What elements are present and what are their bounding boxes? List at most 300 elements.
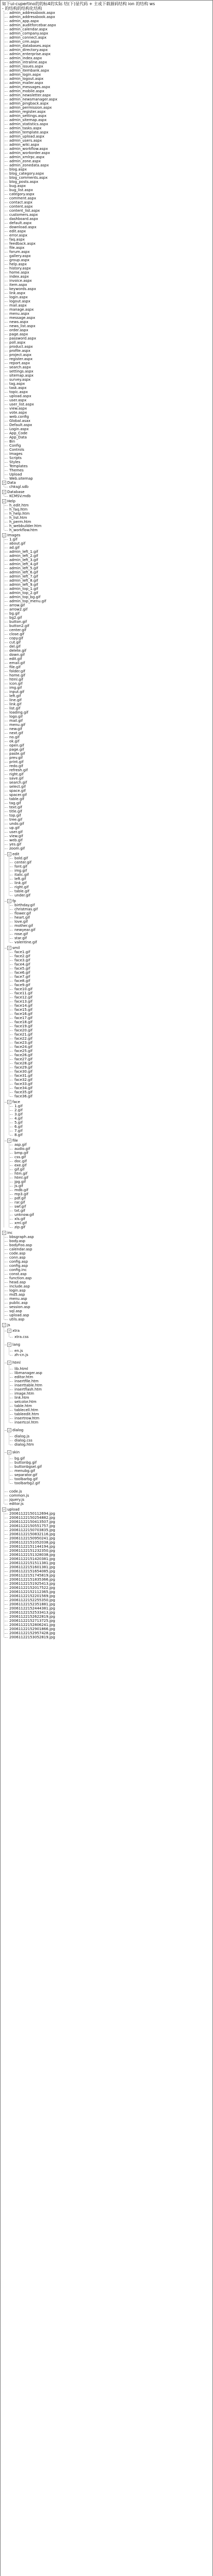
tree-file-label[interactable]: view.gif xyxy=(9,834,23,838)
tree-file-label[interactable]: admin_newsletter.aspx xyxy=(9,93,51,97)
tree-file-label[interactable]: spacer.gif xyxy=(9,793,27,797)
expand-toggle-icon[interactable]: − xyxy=(2,490,6,494)
tree-file-label[interactable]: doc.gif xyxy=(14,1159,27,1163)
tree-file-label[interactable]: head.asp xyxy=(9,1280,26,1284)
tree-folder-label[interactable]: upload xyxy=(7,1507,20,1512)
tree-file-label[interactable]: mother.gif xyxy=(14,924,33,928)
tree-file-label[interactable]: 20061122152957428.jpg xyxy=(9,1631,55,1635)
tree-file-label[interactable]: face13.gif xyxy=(14,999,32,1004)
tree-file-label[interactable]: face4.gif xyxy=(14,962,30,967)
tree-file-label[interactable]: h_perm.htm xyxy=(9,520,31,524)
tree-file-label[interactable]: folder.gif xyxy=(9,669,25,673)
tree-file-label[interactable]: Config xyxy=(9,444,21,448)
tree-file-label[interactable]: tree.gif xyxy=(9,818,23,822)
tree-file-label[interactable]: history.aspx xyxy=(9,266,31,270)
tree-file-label[interactable]: zoom.gif xyxy=(9,846,25,851)
tree-file-label[interactable]: libmanager.asp xyxy=(14,1371,42,1375)
tree-file-label[interactable]: star.gif xyxy=(14,936,27,940)
expand-toggle-icon[interactable]: − xyxy=(7,1100,11,1104)
tree-file-label[interactable]: upload.aspx xyxy=(9,394,31,398)
tree-file-label[interactable]: h_list.htm xyxy=(9,516,27,520)
tree-file-label[interactable]: jquery.js xyxy=(9,1498,24,1502)
tree-file-label[interactable]: 20061122151745819.jpg xyxy=(9,1573,55,1578)
tree-file-label[interactable]: admin_index.aspx xyxy=(9,56,42,60)
tree-file-label[interactable]: 5.gif xyxy=(14,1121,23,1125)
tree-file-label[interactable]: search.gif xyxy=(9,781,27,785)
tree-file-label[interactable]: news.aspx xyxy=(9,320,28,324)
tree-file-label[interactable]: mail.aspx xyxy=(9,303,27,308)
tree-file-label[interactable]: left.gif xyxy=(14,877,26,881)
tree-file-label[interactable]: admin_addressbook.aspx xyxy=(9,11,55,15)
tree-file-label[interactable]: edit.aspx xyxy=(9,229,26,233)
tree-file-label[interactable]: face2.gif xyxy=(14,954,30,958)
tree-file-label[interactable]: bug.aspx xyxy=(9,184,26,188)
tree-file-label[interactable]: keywords.aspx xyxy=(9,287,36,291)
tree-file-label[interactable]: 20061122151052038.jpg xyxy=(9,1540,55,1545)
tree-file-label[interactable]: bodyFoo.asp xyxy=(9,1243,32,1247)
tree-file-label[interactable]: bbsgraph.asp xyxy=(9,1235,34,1239)
tree-file-label[interactable]: link.gif xyxy=(14,881,27,885)
tree-file-label[interactable]: admin_mailer.aspx xyxy=(9,81,43,85)
tree-file-label[interactable]: face34.gif xyxy=(14,1086,32,1090)
tree-file-label[interactable]: calendar.asp xyxy=(9,1247,32,1251)
tree-file-label[interactable]: editor.htm xyxy=(14,1375,34,1379)
tree-file-label[interactable]: vote.aspx xyxy=(9,411,27,415)
tree-file-label[interactable]: admin_left_7.gif xyxy=(9,574,38,579)
tree-file-label[interactable]: face26.gif xyxy=(14,1053,32,1057)
tree-file-label[interactable]: html.gif xyxy=(9,677,24,682)
tree-folder-label[interactable]: lang xyxy=(12,1343,21,1347)
tree-file-label[interactable]: menubg.gif xyxy=(14,1469,35,1473)
tree-file-label[interactable]: ok.gif xyxy=(9,739,20,743)
tree-file-label[interactable]: settings.aspx xyxy=(9,369,34,374)
tree-file-label[interactable]: bg2.gif xyxy=(9,616,22,620)
tree-file-label[interactable]: face19.gif xyxy=(14,1024,32,1028)
tree-file-label[interactable]: body.asp xyxy=(9,1239,25,1243)
tree-file-label[interactable]: input.gif xyxy=(9,690,25,694)
tree-file-label[interactable]: category.aspx xyxy=(9,192,35,196)
tree-file-label[interactable]: new.gif xyxy=(9,727,22,731)
tree-file-label[interactable]: face17.gif xyxy=(14,1016,32,1020)
tree-file-label[interactable]: admin_zonedata.aspx xyxy=(9,163,49,167)
tree-file-label[interactable]: poll.aspx xyxy=(9,341,26,345)
tree-file-label[interactable]: home.gif xyxy=(9,673,25,677)
tree-file-label[interactable]: 20061122152713725.jpg xyxy=(9,1619,55,1623)
tree-file-label[interactable]: zh-cn.js xyxy=(14,1353,28,1357)
tree-file-label[interactable]: open.gif xyxy=(9,743,24,748)
tree-file-label[interactable]: const.asp xyxy=(9,1272,27,1276)
tree-file-label[interactable]: mail.gif xyxy=(9,719,23,723)
tree-file-label[interactable]: search.aspx xyxy=(9,365,31,369)
tree-folder-label[interactable]: Data xyxy=(7,481,16,485)
tree-file-label[interactable]: lib.html xyxy=(14,1367,28,1371)
tree-file-label[interactable]: utils.asp xyxy=(9,1317,25,1321)
tree-file-label[interactable]: face6.gif xyxy=(14,971,30,975)
tree-file-label[interactable]: download.aspx xyxy=(9,225,37,229)
tree-file-label[interactable]: 20061122150832116.jpg xyxy=(9,1532,55,1536)
tree-file-label[interactable]: top.gif xyxy=(9,814,21,818)
tree-file-label[interactable]: birthday.gif xyxy=(14,903,35,907)
tree-file-label[interactable]: face10.gif xyxy=(14,987,32,991)
tree-file-label[interactable]: htm.gif xyxy=(14,1172,28,1176)
tree-file-label[interactable]: admin_left_5.gif xyxy=(9,566,38,570)
tree-file-label[interactable]: 20061122151835366.jpg xyxy=(9,1578,55,1582)
tree-file-label[interactable]: Controls xyxy=(9,448,24,452)
tree-file-label[interactable]: 20061122151144194.jpg xyxy=(9,1545,55,1549)
tree-file-label[interactable]: del.gif xyxy=(9,645,21,649)
tree-file-label[interactable]: admin_logout.aspx xyxy=(9,77,44,81)
tree-file-label[interactable]: inserttable.htm xyxy=(14,1383,42,1387)
tree-file-label[interactable]: title.gif xyxy=(9,809,22,814)
tree-file-label[interactable]: buttonbg.gif xyxy=(14,1461,37,1465)
tree-file-label[interactable]: email.gif xyxy=(9,661,25,665)
tree-file-label[interactable]: blog_posts.aspx xyxy=(9,180,39,184)
tree-file-label[interactable]: index.aspx xyxy=(9,275,29,279)
tree-file-label[interactable]: save.gif xyxy=(9,776,24,781)
tree-file-label[interactable]: admin_company.aspx xyxy=(9,31,48,36)
tree-file-label[interactable]: face5.gif xyxy=(14,967,30,971)
tree-file-label[interactable]: 20061122153052819.jpg xyxy=(9,1635,55,1639)
expand-toggle-icon[interactable]: − xyxy=(2,1507,6,1512)
tree-file-label[interactable]: bug_list.aspx xyxy=(9,188,33,192)
tree-file-label[interactable]: h_webbuilder.htm xyxy=(9,524,42,528)
tree-file-label[interactable]: 20061122150413507.jpg xyxy=(9,1520,55,1524)
tree-file-label[interactable]: gallery.aspx xyxy=(9,254,31,258)
tree-file-label[interactable]: img.gif xyxy=(9,686,22,690)
tree-file-label[interactable]: audio.gif xyxy=(14,1147,30,1151)
tree-file-label[interactable]: exe.gif xyxy=(14,1163,27,1167)
tree-file-label[interactable]: common.js xyxy=(9,1494,29,1498)
tree-file-label[interactable]: blog_category.aspx xyxy=(9,172,44,176)
tree-file-label[interactable]: admin_wiki.aspx xyxy=(9,143,39,147)
tree-file-label[interactable]: md5.asp xyxy=(9,1293,25,1297)
tree-file-label[interactable]: gif.gif xyxy=(14,1167,25,1172)
tree-file-label[interactable]: admin_sitemap.aspx xyxy=(9,118,47,122)
tree-file-label[interactable]: config.inc xyxy=(9,1268,27,1272)
tree-file-label[interactable]: user.aspx xyxy=(9,398,27,402)
tree-file-label[interactable]: tableedit.htm xyxy=(14,1412,39,1416)
tree-file-label[interactable]: forum.aspx xyxy=(9,250,30,254)
tree-file-label[interactable]: 7.gif xyxy=(14,1129,23,1133)
tree-file-label[interactable]: admin_left_9.gif xyxy=(9,583,38,587)
tree-file-label[interactable]: about.gif xyxy=(9,541,26,546)
tree-file-label[interactable]: manage.aspx xyxy=(9,308,34,312)
tree-file-label[interactable]: xtra.css xyxy=(14,1335,29,1339)
tree-file-label[interactable]: contact.aspx xyxy=(9,200,32,205)
tree-file-label[interactable]: register.aspx xyxy=(9,357,33,361)
tree-file-label[interactable]: insertrow.htm xyxy=(14,1416,40,1420)
tree-file-label[interactable]: asp.gif xyxy=(14,1143,27,1147)
tree-file-label[interactable]: admin_directory.aspx xyxy=(9,48,48,52)
tree-file-label[interactable]: list.gif xyxy=(9,706,21,710)
tree-file-label[interactable]: 20061122150703835.jpg xyxy=(9,1528,55,1532)
tree-file-label[interactable]: 2.gif xyxy=(14,1108,23,1112)
tree-file-label[interactable]: edit.gif xyxy=(9,657,22,661)
tree-file-label[interactable]: face16.gif xyxy=(14,1012,32,1016)
tree-file-label[interactable]: Scripts xyxy=(9,456,22,460)
tree-file-label[interactable]: face15.gif xyxy=(14,1008,32,1012)
tree-file-label[interactable]: h_faq.htm xyxy=(9,507,28,512)
tree-file-label[interactable]: dialog.htm xyxy=(14,1443,34,1447)
tree-file-label[interactable]: 20061122152201569.jpg xyxy=(9,1594,55,1598)
tree-file-label[interactable]: error.aspx xyxy=(9,233,28,238)
tree-file-label[interactable]: admin_app.aspx xyxy=(9,19,39,23)
tree-file-label[interactable]: Global.asax xyxy=(9,419,30,423)
tree-file-label[interactable]: face12.gif xyxy=(14,995,32,999)
tree-file-label[interactable]: tag.aspx xyxy=(9,382,25,386)
tree-file-label[interactable]: toolbarbg.gif xyxy=(14,1477,38,1481)
tree-file-label[interactable]: face18.gif xyxy=(14,1020,32,1024)
tree-file-label[interactable]: blog.aspx xyxy=(9,167,27,172)
tree-file-label[interactable]: public.asp xyxy=(9,1301,28,1305)
tree-file-label[interactable]: sitemap.aspx xyxy=(9,374,34,378)
tree-file-label[interactable]: dialog.js xyxy=(14,1434,30,1438)
tree-file-label[interactable]: face14.gif xyxy=(14,1004,32,1008)
tree-file-label[interactable]: 20061122152351881.jpg xyxy=(9,1602,55,1606)
tree-file-label[interactable]: task.aspx xyxy=(9,386,27,390)
tree-file-label[interactable]: admin_settings.aspx xyxy=(9,114,47,118)
tree-folder-label[interactable]: Database xyxy=(7,490,25,494)
tree-file-label[interactable]: admin_xmlrpc.aspx xyxy=(9,155,45,159)
tree-file-label[interactable]: admin_newsmanager.aspx xyxy=(9,97,58,101)
tree-file-label[interactable]: Login.aspx xyxy=(9,427,29,431)
tree-folder-label[interactable]: Help xyxy=(7,499,15,503)
tree-file-label[interactable]: face29.gif xyxy=(14,1065,32,1070)
tree-file-label[interactable]: mdb.gif xyxy=(14,1188,28,1192)
tree-file-label[interactable]: link.htm xyxy=(14,1396,29,1400)
tree-file-label[interactable]: admin_upload.aspx xyxy=(9,134,45,139)
tree-file-label[interactable]: zip.gif xyxy=(14,1225,26,1229)
tree-file-label[interactable]: admin_statistics.aspx xyxy=(9,122,48,126)
tree-file-label[interactable]: admin_top_2.gif xyxy=(9,591,38,595)
tree-file-label[interactable]: buttonbgsel.gif xyxy=(14,1465,42,1469)
tree-file-label[interactable]: bg.gif xyxy=(14,1456,25,1461)
tree-file-label[interactable]: Upload xyxy=(9,472,22,477)
tree-folder-label[interactable]: Images xyxy=(7,533,21,537)
expand-toggle-icon[interactable]: − xyxy=(7,899,11,903)
tree-file-label[interactable]: arrow2.gif xyxy=(9,607,28,612)
tree-file-label[interactable]: App_Code xyxy=(9,431,28,435)
tree-file-label[interactable]: 20061122150950241.jpg xyxy=(9,1536,55,1540)
tree-file-label[interactable]: html.gif xyxy=(14,1176,29,1180)
tree-file-label[interactable]: flower.gif xyxy=(14,911,31,916)
tree-file-label[interactable]: Default.aspx xyxy=(9,423,32,427)
tree-file-label[interactable]: Themes xyxy=(9,468,24,472)
expand-toggle-icon[interactable]: − xyxy=(2,1231,6,1235)
tree-file-label[interactable]: 20061122150112694.jpg xyxy=(9,1512,55,1516)
expand-toggle-icon[interactable]: − xyxy=(7,1139,11,1143)
tree-file-label[interactable]: img.gif xyxy=(14,869,27,873)
tree-file-label[interactable]: menu.asp xyxy=(9,1297,27,1301)
tree-file-label[interactable]: rose.gif xyxy=(14,932,28,936)
tree-file-label[interactable]: 20061122152112365.jpg xyxy=(9,1590,55,1594)
tree-file-label[interactable]: face21.gif xyxy=(14,1032,32,1037)
tree-file-label[interactable]: rar.gif xyxy=(14,1200,25,1205)
tree-file-label[interactable]: valentine.gif xyxy=(14,940,37,944)
tree-file-label[interactable]: admin_workflow.aspx xyxy=(9,147,48,151)
tree-file-label[interactable]: toolbarbg2.gif xyxy=(14,1481,40,1485)
tree-file-label[interactable]: 20061122151925413.jpg xyxy=(9,1582,55,1586)
tree-file-label[interactable]: insertfile.htm xyxy=(14,1379,39,1383)
tree-file-label[interactable]: face22.gif xyxy=(14,1037,32,1041)
expand-toggle-icon[interactable]: − xyxy=(2,533,6,537)
tree-file-label[interactable]: admin_addressbook.aspx xyxy=(9,15,55,19)
tree-file-label[interactable]: undo.gif xyxy=(9,822,24,826)
tree-file-label[interactable]: config.asp xyxy=(9,1264,28,1268)
tree-file-label[interactable]: face27.gif xyxy=(14,1057,32,1061)
tree-file-label[interactable]: admin_left_1.gif xyxy=(9,550,38,554)
tree-file-label[interactable]: 20061122151328038.jpg xyxy=(9,1553,55,1557)
tree-file-label[interactable]: App_Data xyxy=(9,435,27,439)
tree-file-label[interactable]: file.aspx xyxy=(9,246,25,250)
tree-file-label[interactable]: face8.gif xyxy=(14,979,30,983)
tree-file-label[interactable]: face35.gif xyxy=(14,1090,32,1094)
tree-file-label[interactable]: right.gif xyxy=(14,885,29,889)
tree-file-label[interactable]: default.aspx xyxy=(9,221,32,225)
tree-file-label[interactable]: font.gif xyxy=(14,865,28,869)
tree-file-label[interactable]: link.aspx xyxy=(9,291,26,295)
tree-file-label[interactable]: yes.gif xyxy=(9,842,22,846)
tree-file-label[interactable]: session.asp xyxy=(9,1305,30,1309)
tree-file-label[interactable]: admin_enterprise.aspx xyxy=(9,52,51,56)
tree-file-label[interactable]: sql.asp xyxy=(9,1309,22,1313)
tree-file-label[interactable]: table.gif xyxy=(9,797,24,801)
tree-file-label[interactable]: admin_itembank.aspx xyxy=(9,69,50,73)
tree-file-label[interactable]: login.asp xyxy=(9,1289,26,1293)
tree-file-label[interactable]: KCMSV.mdb xyxy=(9,494,31,498)
tree-file-label[interactable]: cut.gif xyxy=(9,640,21,645)
tree-file-label[interactable]: insertcol.htm xyxy=(14,1420,39,1425)
tree-file-label[interactable]: tag.gif xyxy=(9,801,21,805)
tree-file-label[interactable]: 20061122152622819.jpg xyxy=(9,1615,55,1619)
tree-file-label[interactable]: menu.aspx xyxy=(9,312,29,316)
tree-file-label[interactable]: password.aspx xyxy=(9,336,36,341)
tree-file-label[interactable]: item.aspx xyxy=(9,283,27,287)
tree-file-label[interactable]: unknow.gif xyxy=(14,1213,34,1217)
tree-file-label[interactable]: file.gif xyxy=(9,665,21,669)
tree-folder-label[interactable]: js xyxy=(7,1323,10,1327)
tree-file-label[interactable]: mp3.gif xyxy=(14,1192,28,1196)
tree-file-label[interactable]: 20061122152901866.jpg xyxy=(9,1627,55,1631)
tree-file-label[interactable]: center.gif xyxy=(9,628,26,632)
tree-file-label[interactable]: news_list.aspx xyxy=(9,324,36,328)
tree-file-label[interactable]: dashboard.aspx xyxy=(9,217,38,221)
tree-file-label[interactable]: admin_issues.aspx xyxy=(9,64,43,69)
tree-file-label[interactable]: icon.gif xyxy=(9,682,23,686)
tree-file-label[interactable]: admin_top_1.gif xyxy=(9,587,38,591)
tree-file-label[interactable]: face20.gif xyxy=(14,1028,32,1032)
tree-file-label[interactable]: refresh.gif xyxy=(9,768,28,772)
tree-file-label[interactable]: 20061122152806241.jpg xyxy=(9,1623,55,1627)
tree-file-label[interactable]: arrow.gif xyxy=(9,603,25,607)
tree-file-label[interactable]: admin_zone.aspx xyxy=(9,159,41,163)
tree-file-label[interactable]: txt.gif xyxy=(14,1209,25,1213)
tree-file-label[interactable]: copy.gif xyxy=(9,636,23,640)
tree-folder-label[interactable]: file xyxy=(12,1139,18,1143)
tree-file-label[interactable]: face24.gif xyxy=(14,1045,32,1049)
tree-file-label[interactable]: admin_left_8.gif xyxy=(9,579,38,583)
tree-file-label[interactable]: admin_top_menu.gif xyxy=(9,599,46,603)
tree-file-label[interactable]: web.config xyxy=(9,415,29,419)
tree-file-label[interactable]: prev.gif xyxy=(9,756,23,760)
tree-file-label[interactable]: Styles xyxy=(9,460,21,464)
tree-file-label[interactable]: delete.gif xyxy=(9,649,27,653)
tree-file-label[interactable]: content.aspx xyxy=(9,205,33,209)
tree-file-label[interactable]: page.aspx xyxy=(9,332,28,336)
tree-file-label[interactable]: separator.gif xyxy=(14,1473,38,1477)
tree-file-label[interactable]: pdf.gif xyxy=(14,1196,26,1200)
tree-file-label[interactable]: face7.gif xyxy=(14,975,30,979)
tree-file-label[interactable]: invoice.aspx xyxy=(9,279,32,283)
tree-file-label[interactable]: product.aspx xyxy=(9,345,33,349)
tree-folder-label[interactable]: skin xyxy=(12,1450,20,1454)
tree-file-label[interactable]: admin_crm.aspx xyxy=(9,40,39,44)
tree-file-label[interactable]: table.gif xyxy=(14,889,29,893)
tree-file-label[interactable]: space.gif xyxy=(9,789,26,793)
expand-toggle-icon[interactable]: − xyxy=(7,1343,11,1347)
tree-file-label[interactable]: h_workflow.htm xyxy=(9,528,38,532)
expand-toggle-icon[interactable]: − xyxy=(7,852,11,856)
tree-file-label[interactable]: button2.gif xyxy=(9,624,29,628)
tree-file-label[interactable]: center.gif xyxy=(14,860,31,865)
tree-file-label[interactable]: face11.gif xyxy=(14,991,32,995)
tree-file-label[interactable]: tablecell.htm xyxy=(14,1408,38,1412)
tree-file-label[interactable]: face33.gif xyxy=(14,1082,32,1086)
tree-file-label[interactable]: code.asp xyxy=(9,1251,26,1256)
tree-file-label[interactable]: xls.gif xyxy=(14,1217,25,1221)
expand-toggle-icon[interactable]: − xyxy=(7,1329,11,1333)
tree-file-label[interactable]: admin_auditforcebar.aspx xyxy=(9,23,56,27)
expand-toggle-icon[interactable]: − xyxy=(7,1450,11,1454)
tree-file-label[interactable]: button.gif xyxy=(9,620,27,624)
tree-file-label[interactable]: close.gif xyxy=(9,632,25,636)
tree-file-label[interactable]: selcolor.htm xyxy=(14,1400,37,1404)
tree-file-label[interactable]: bmp.gif xyxy=(14,1151,28,1155)
tree-file-label[interactable]: 8.gif xyxy=(14,1133,23,1137)
tree-file-label[interactable]: conn.asp xyxy=(9,1256,26,1260)
tree-file-label[interactable]: admin_mobile.aspx xyxy=(9,89,44,93)
tree-file-label[interactable]: link.gif xyxy=(9,702,22,706)
tree-file-label[interactable]: 20061122151601381.jpg xyxy=(9,1565,55,1569)
tree-file-label[interactable]: dialog.css xyxy=(14,1438,32,1443)
tree-file-label[interactable]: admin_intraline.aspx xyxy=(9,60,47,64)
tree-file-label[interactable]: jpg.gif xyxy=(14,1180,26,1184)
tree-folder-label[interactable]: xtra xyxy=(12,1329,20,1333)
tree-file-label[interactable]: face31.gif xyxy=(14,1074,32,1078)
tree-folder-label[interactable]: inc xyxy=(7,1231,13,1235)
tree-file-label[interactable]: face28.gif xyxy=(14,1061,32,1065)
tree-file-label[interactable]: Templates xyxy=(9,464,28,468)
tree-file-label[interactable]: admin_calendar.aspx xyxy=(9,27,47,31)
tree-file-label[interactable]: line.gif xyxy=(9,698,22,702)
expand-toggle-icon[interactable]: − xyxy=(7,946,11,950)
tree-file-label[interactable]: bg.gif xyxy=(9,612,20,616)
tree-file-label[interactable]: admin_connect.aspx xyxy=(9,36,47,40)
tree-file-label[interactable]: help.aspx xyxy=(9,262,27,266)
tree-file-label[interactable]: user_list.aspx xyxy=(9,402,34,406)
tree-file-label[interactable]: profile.aspx xyxy=(9,349,30,353)
tree-file-label[interactable]: up.gif xyxy=(9,826,20,830)
tree-file-label[interactable]: italic.gif xyxy=(14,873,29,877)
tree-file-label[interactable]: report.aspx xyxy=(9,361,30,365)
expand-toggle-icon[interactable]: − xyxy=(2,499,6,503)
tree-folder-label[interactable]: edit xyxy=(12,852,20,856)
tree-file-label[interactable]: editor.js xyxy=(9,1502,24,1506)
tree-file-label[interactable]: 20061122152017522.jpg xyxy=(9,1586,55,1590)
tree-file-label[interactable]: config.asp xyxy=(9,1260,28,1264)
tree-file-label[interactable]: message.aspx xyxy=(9,316,36,320)
tree-file-label[interactable]: print.gif xyxy=(9,760,24,764)
